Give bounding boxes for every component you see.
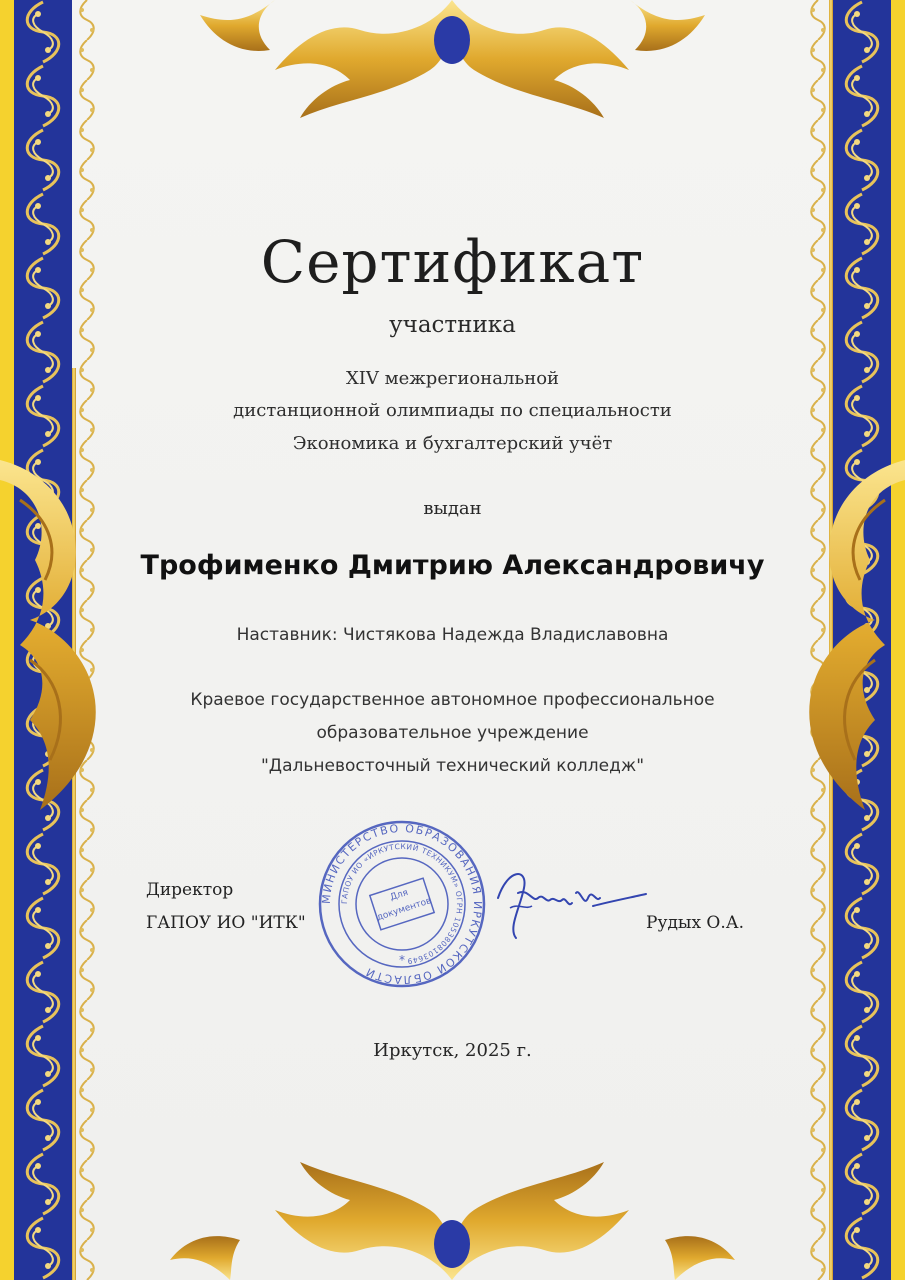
- recipient-name: Трофименко Дмитрию Александровичу: [140, 550, 765, 581]
- certificate-title: Сертификат: [260, 228, 645, 296]
- svg-text:*: *: [399, 953, 405, 967]
- mentor-line: Наставник: Чистякова Надежда Владиславовна: [236, 625, 669, 645]
- signatory-org: ГАПОУ ИО "ИТК": [146, 913, 306, 933]
- certificate-subtitle: участника: [389, 312, 516, 338]
- stamp-inner-text: ГАПОУ ИО «ИРКУТСКИЙ ТЕХНИКУМ» ОГРН 1053808103649: [339, 841, 465, 966]
- issued-label: выдан: [423, 498, 482, 519]
- event-line-1: XIV межрегиональной: [345, 368, 560, 389]
- bottom-gold-ornament: [170, 1160, 735, 1280]
- director-signature: [488, 858, 648, 948]
- event-line-2: дистанционной олимпиады по специальности: [233, 400, 672, 421]
- signatory-name: Рудых О.А.: [646, 913, 745, 933]
- organization-line-2: образовательное учреждение: [316, 723, 589, 743]
- place-and-date: Иркутск, 2025 г.: [373, 1040, 532, 1061]
- official-stamp: [316, 818, 488, 990]
- stamp-center-text: Для документов: [375, 887, 433, 924]
- event-line-3: Экономика и бухгалтерский учёт: [292, 433, 613, 454]
- organization-line-1: Краевое государственное автономное профессиональное: [190, 690, 715, 710]
- top-gold-ornament: [180, 0, 725, 120]
- organization-line-3: "Дальневосточный технический колледж": [260, 756, 645, 776]
- stamp-outer-text: МИНИСТЕРСТВО ОБРАЗОВАНИЯ ИРКУТСКОЙ ОБЛАСТИ: [319, 821, 485, 987]
- signatory-role: Директор: [146, 880, 234, 900]
